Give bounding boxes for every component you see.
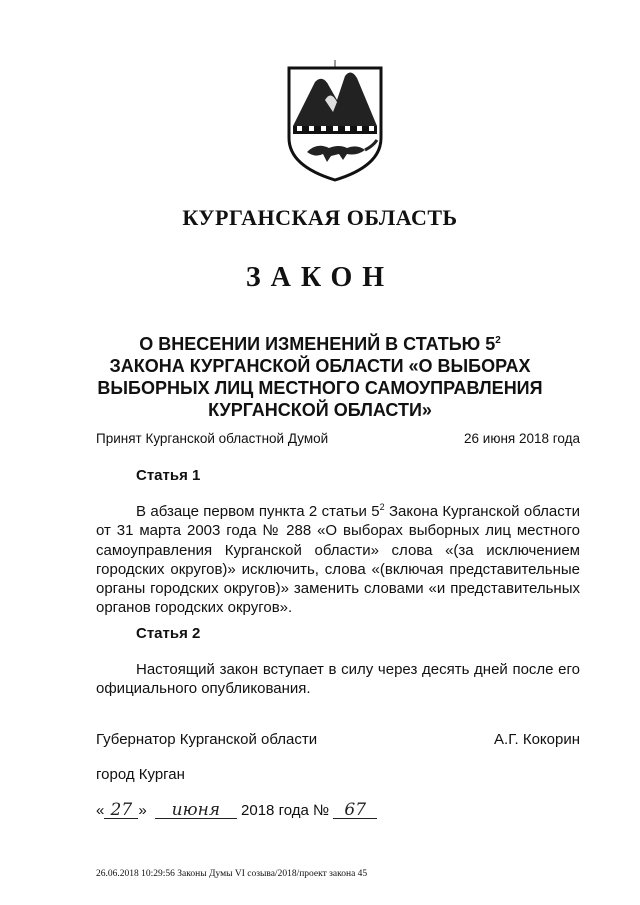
year-and-number-label: 2018 года № [241,802,330,819]
article-1-heading: Статья 1 [136,467,201,484]
article-1-line: городских округов)» исключить, слова «(включая представительные [96,560,580,578]
place-of-signing: город Курган [96,766,185,783]
coat-of-arms-icon [285,60,385,185]
adoption-date: 26 июня 2018 года [464,431,580,446]
law-title-line: ЗАКОНА КУРГАНСКОЙ ОБЛАСТИ «О ВЫБОРАХ [109,356,531,376]
article-2-line: Настоящий закон вступает в силу через десять дней после его [136,661,580,678]
law-title-line: КУРГАНСКОЙ ОБЛАСТИ» [208,400,432,420]
adopted-by: Принят Курганской областной Думой [96,431,329,446]
article-1-line: от 31 марта 2003 года № 288 «О выборах выборных лиц местного [96,522,580,540]
article-2-text [96,660,580,699]
footer-stamp: 26.06.2018 10:29:56 Законы Думы VI созыва/2018/проект закона 45 [96,869,368,879]
handwritten-month: июня [155,800,237,819]
region-name: КУРГАНСКАЯ ОБЛАСТЬ [182,205,458,230]
article-2-line: официального опубликования. [96,680,311,698]
handwritten-day: 27 [104,800,138,819]
signatory-name: А.Г. Кокорин [494,731,580,748]
article-1-line: органов городских округов». [96,599,293,617]
law-title-line: О ВНЕСЕНИИ ИЗМЕНЕНИЙ В СТАТЬЮ $5^2$ [139,334,501,354]
article-1-line: самоуправления Курганской области» слова «(за исключением [96,541,580,559]
article-1-line: органы городских округов)» заменить словами «и представительных [96,580,580,598]
law-title [0,330,640,421]
signatory-position: Губернатор Курганской области [96,731,318,748]
law-title-line: ВЫБОРНЫХ ЛИЦ МЕСТНОГО САМОУПРАВЛЕНИЯ [97,378,543,398]
article-2-heading: Статья 2 [136,625,201,642]
article-1-line: В абзаце первом пункта 2 статьи $5^2$ Закона Курганской области [136,502,580,520]
document-type: ЗАКОН [245,262,395,293]
handwritten-number: 67 [333,800,377,819]
adoption-line [96,431,580,446]
article-1-text [96,502,580,618]
signing-date-line: « 27 » июня 2018 года № 67 [96,800,377,819]
signature-block [96,731,580,748]
